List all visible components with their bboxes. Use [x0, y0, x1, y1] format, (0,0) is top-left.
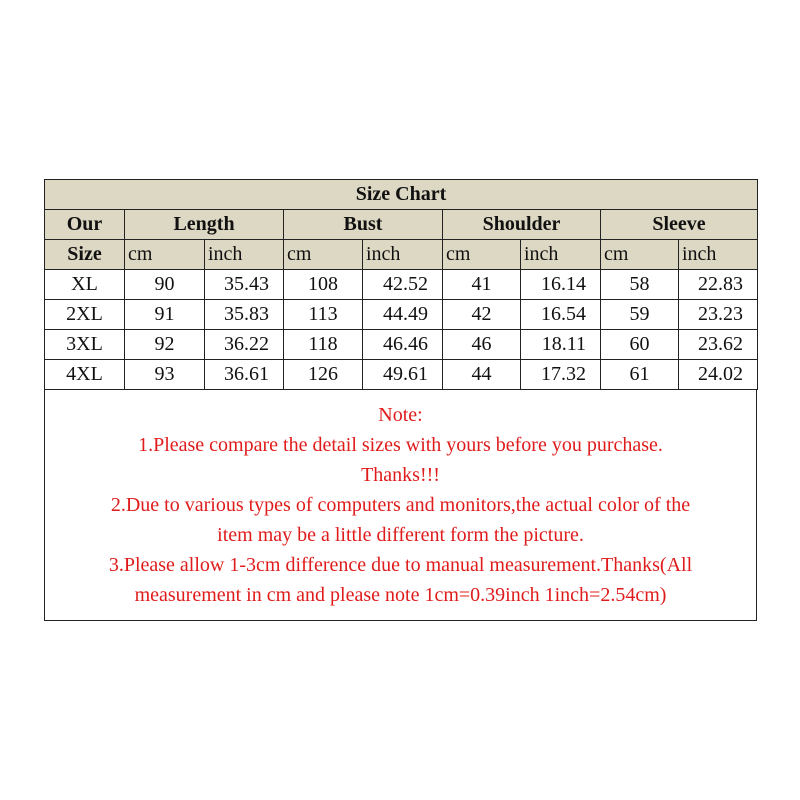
value-cell-bust-inch: 42.52 — [363, 270, 443, 300]
title-row — [45, 180, 758, 210]
unit-length-cm: cm — [125, 240, 205, 270]
value-cell-length-inch: 36.22 — [205, 330, 284, 360]
value-cell-bust-inch: 46.46 — [363, 330, 443, 360]
table-row — [45, 300, 758, 330]
table-row — [45, 360, 758, 390]
size-chart-table — [44, 179, 758, 390]
table-body — [45, 270, 758, 390]
value-cell-sleeve-inch: 22.83 — [679, 270, 758, 300]
note-line: item may be a little different form the picture. — [217, 524, 584, 546]
value-cell-sleeve-cm: 58 — [601, 270, 679, 300]
unit-bust-inch: inch — [363, 240, 443, 270]
value-cell-bust-inch: 49.61 — [363, 360, 443, 390]
value-cell-shoulder-inch: 17.32 — [521, 360, 601, 390]
value-cell-shoulder-cm: 41 — [443, 270, 521, 300]
value-cell-length-cm: 92 — [125, 330, 205, 360]
value-cell-sleeve-inch: 24.02 — [679, 360, 758, 390]
header-sleeve: Sleeve — [601, 210, 758, 240]
value-cell-shoulder-cm: 44 — [443, 360, 521, 390]
value-cell-sleeve-inch: 23.62 — [679, 330, 758, 360]
value-cell-bust-cm: 108 — [284, 270, 363, 300]
size-cell: 3XL — [45, 330, 125, 360]
unit-shoulder-inch: inch — [521, 240, 601, 270]
value-cell-shoulder-inch: 16.14 — [521, 270, 601, 300]
value-cell-sleeve-inch: 23.23 — [679, 300, 758, 330]
value-cell-sleeve-cm: 59 — [601, 300, 679, 330]
note-heading: Note: — [378, 404, 423, 426]
unit-sleeve-cm: cm — [601, 240, 679, 270]
value-cell-bust-inch: 44.49 — [363, 300, 443, 330]
table-row — [45, 330, 758, 360]
value-cell-bust-cm: 126 — [284, 360, 363, 390]
header-length: Length — [125, 210, 284, 240]
size-chart-sheet — [44, 179, 757, 621]
table-title: Size Chart — [45, 180, 758, 210]
header-shoulder: Shoulder — [443, 210, 601, 240]
size-cell: 2XL — [45, 300, 125, 330]
value-cell-shoulder-cm: 42 — [443, 300, 521, 330]
group-header-row — [45, 210, 758, 240]
note-line: 1.Please compare the detail sizes with yours before you purchase. — [138, 434, 663, 456]
notes-box — [44, 390, 757, 621]
header-bust: Bust — [284, 210, 443, 240]
value-cell-length-inch: 35.83 — [205, 300, 284, 330]
size-header-top: Our — [45, 210, 125, 240]
size-cell: 4XL — [45, 360, 125, 390]
note-line: measurement in cm and please note 1cm=0.39inch 1inch=2.54cm) — [134, 584, 667, 606]
value-cell-bust-cm: 118 — [284, 330, 363, 360]
value-cell-bust-cm: 113 — [284, 300, 363, 330]
value-cell-length-inch: 36.61 — [205, 360, 284, 390]
unit-sleeve-inch: inch — [679, 240, 758, 270]
value-cell-sleeve-cm: 61 — [601, 360, 679, 390]
note-line: Thanks!!! — [361, 464, 440, 486]
size-cell: XL — [45, 270, 125, 300]
value-cell-sleeve-cm: 60 — [601, 330, 679, 360]
unit-length-inch: inch — [205, 240, 284, 270]
value-cell-shoulder-inch: 16.54 — [521, 300, 601, 330]
note-line: 3.Please allow 1-3cm difference due to manual measurement.Thanks(All — [108, 554, 693, 576]
note-line: 2.Due to various types of computers and monitors,the actual color of the — [110, 494, 691, 516]
unit-bust-cm: cm — [284, 240, 363, 270]
table-row — [45, 270, 758, 300]
value-cell-length-cm: 90 — [125, 270, 205, 300]
unit-shoulder-cm: cm — [443, 240, 521, 270]
value-cell-shoulder-inch: 18.11 — [521, 330, 601, 360]
size-header-bottom: Size — [45, 240, 125, 270]
value-cell-length-cm: 91 — [125, 300, 205, 330]
value-cell-shoulder-cm: 46 — [443, 330, 521, 360]
value-cell-length-inch: 35.43 — [205, 270, 284, 300]
unit-header-row — [45, 240, 758, 270]
value-cell-length-cm: 93 — [125, 360, 205, 390]
